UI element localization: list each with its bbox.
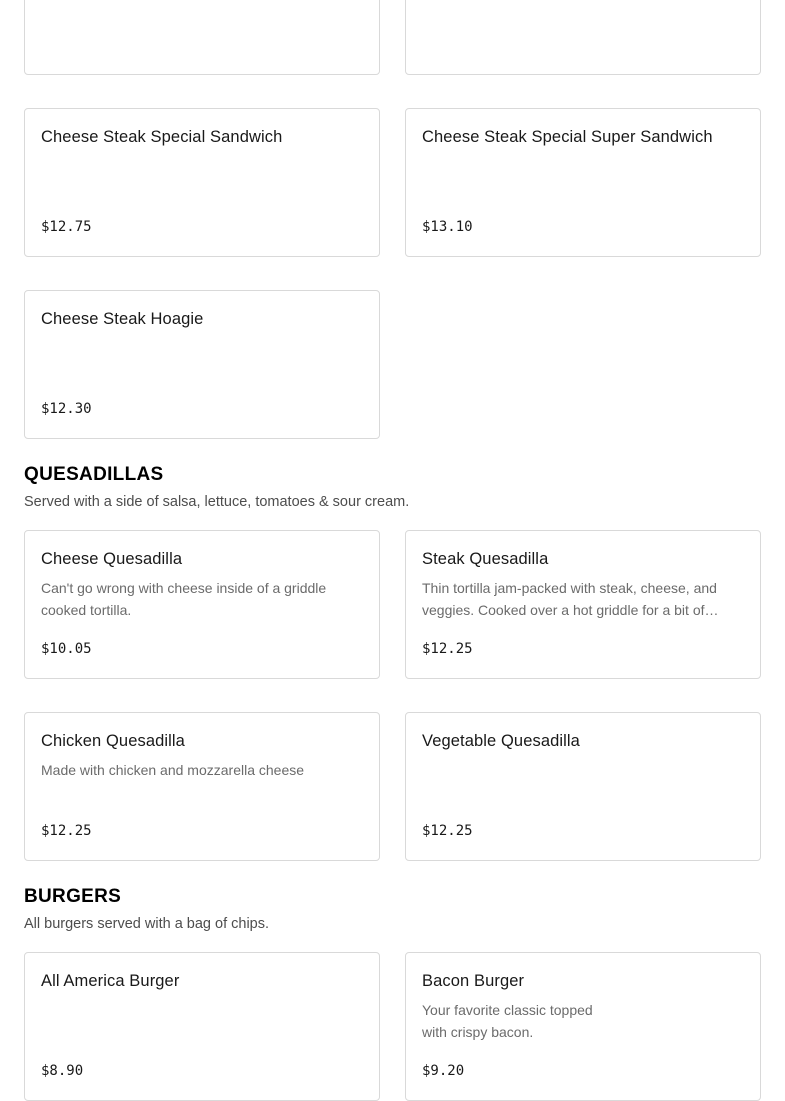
item-name: All America Burger [41, 972, 180, 990]
item-price: $13.10 [422, 219, 473, 235]
item-price: $12.75 [41, 219, 92, 235]
menu-item-card[interactable] [405, 530, 761, 679]
section-subtitle: Served with a side of salsa, lettuce, tomatoes & sour cream. [24, 494, 410, 510]
item-description: Thin tortilla jam-packed with steak, cheese, and veggies. Cooked over a hot griddle for a bit of… [422, 580, 719, 618]
item-price: $10.05 [41, 641, 92, 657]
item-name: Bacon Burger [422, 972, 525, 990]
item-name: Steak Quesadilla [422, 550, 549, 568]
item-price: $8.90 [41, 1063, 84, 1079]
menu-item-card[interactable] [405, 712, 761, 861]
item-name: Cheese Steak Special Super Sandwich [422, 128, 713, 146]
item-name: Cheese Quesadilla [41, 550, 183, 568]
section-title: BURGERS [24, 886, 122, 907]
menu-item-card[interactable] [24, 952, 380, 1101]
section-title: QUESADILLAS [24, 464, 164, 485]
item-name: Cheese Steak Special Sandwich [41, 128, 283, 146]
menu-item-card[interactable] [24, 712, 380, 861]
menu-item-card[interactable] [24, 108, 380, 257]
menu-item-card[interactable] [405, 0, 761, 75]
item-description: Made with chicken and mozzarella cheese [41, 762, 305, 778]
item-price: $12.30 [41, 401, 92, 417]
menu-item-card[interactable] [24, 530, 380, 679]
menu-item-card[interactable] [24, 290, 380, 439]
item-description: Your favorite classic topped with crispy bacon. [422, 1002, 593, 1040]
item-price: $9.20 [422, 1063, 465, 1079]
item-price: $12.25 [422, 823, 473, 839]
item-name: Chicken Quesadilla [41, 732, 185, 750]
menu-item-card[interactable] [405, 952, 761, 1101]
section-subtitle: All burgers served with a bag of chips. [24, 916, 270, 932]
menu-item-card[interactable] [24, 0, 380, 75]
menu-item-card[interactable] [405, 108, 761, 257]
item-description: Can't go wrong with cheese inside of a griddle cooked tortilla. [41, 580, 327, 618]
item-price: $12.25 [41, 823, 92, 839]
item-name: Vegetable Quesadilla [422, 732, 580, 750]
item-price: $12.25 [422, 641, 473, 657]
item-name: Cheese Steak Hoagie [41, 310, 204, 328]
